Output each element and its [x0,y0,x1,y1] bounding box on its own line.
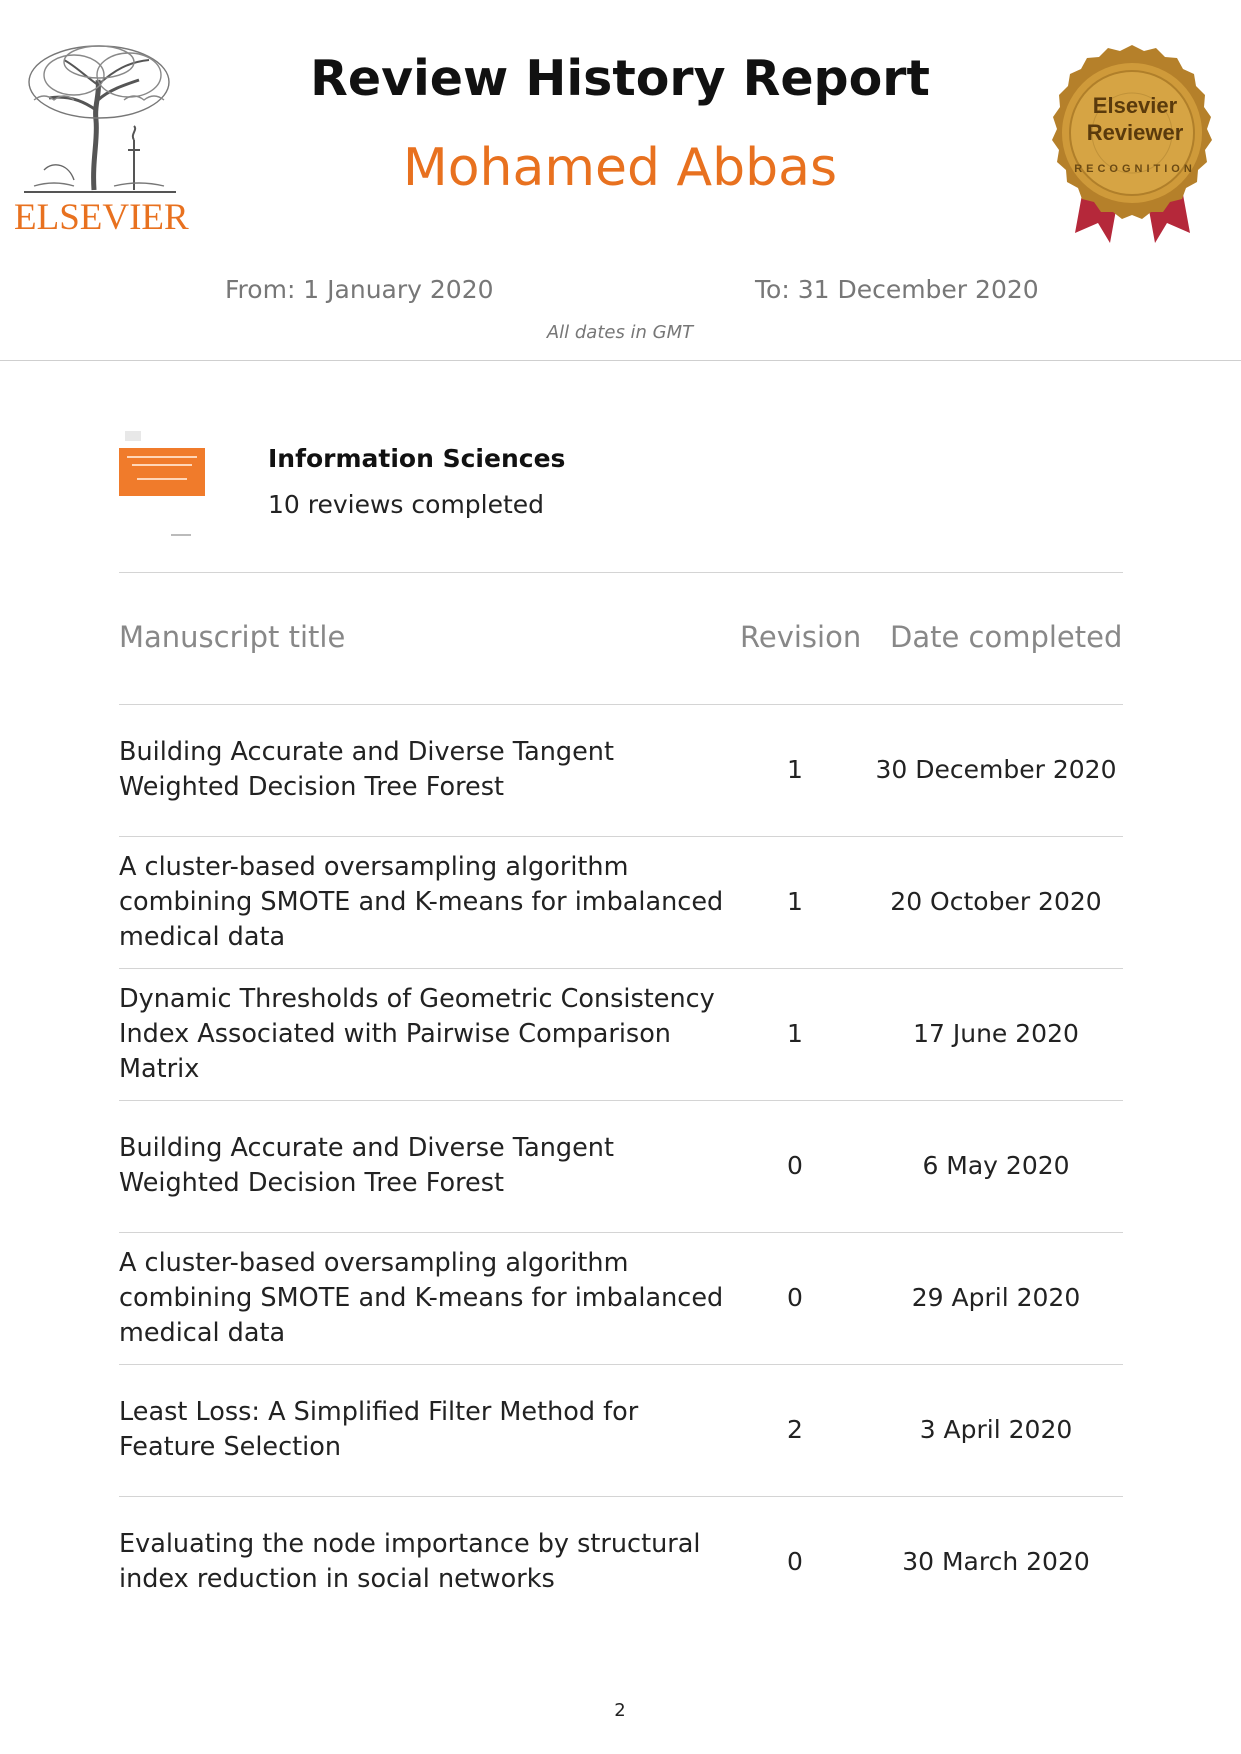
revision-number: 2 [787,1415,803,1444]
journal-cover-image [119,426,205,538]
manuscript-title-text: A cluster-based oversampling algorithm combining SMOTE and K-means for imbalanced medical data [119,1247,724,1348]
cover-line [137,478,187,480]
date-completed: 6 May 2020 [922,1151,1070,1180]
timezone-note: All dates in GMT [546,322,694,343]
revision-number: 1 [787,1019,803,1048]
elsevier-logo [14,40,189,240]
date-completed: 30 December 2020 [875,755,1117,784]
revision-number: 0 [787,1283,803,1312]
revision-number: 1 [787,887,803,916]
cover-line [132,464,192,466]
reviewer-name: Mohamed Abbas [402,138,838,198]
column-header-title: Manuscript title [119,620,346,654]
seal-line-2: Reviewer [1086,120,1184,145]
table-divider [119,572,1123,573]
date-completed: 29 April 2020 [911,1283,1081,1312]
date-completed: 3 April 2020 [919,1415,1073,1444]
cover-logo [125,431,141,441]
page-number: 2 [614,1700,626,1721]
seal-label [1060,92,1210,183]
header-divider [0,360,1241,361]
manuscript-title [119,836,729,968]
revision-number: 0 [787,1151,803,1180]
date-completed: 30 March 2020 [902,1547,1090,1576]
date-completed: 17 June 2020 [913,1019,1079,1048]
elsevier-wordmark: ELSEVIER [14,197,189,238]
manuscript-title [119,1496,729,1628]
revision-number: 0 [787,1547,803,1576]
column-header-date: Date completed [890,620,1123,654]
tree-icon [14,40,186,200]
manuscript-title-text: Dynamic Thresholds of Geometric Consistency Index Associated with Pairwise Comparison Matrix [119,983,715,1084]
date-completed: 20 October 2020 [890,887,1102,916]
reviews-completed-count: 10 reviews completed [268,490,545,519]
manuscript-title [119,1232,729,1364]
period-from: From: 1 January 2020 [225,275,494,304]
manuscript-title [119,704,729,836]
seal-line-1: Elsevier [1092,93,1178,118]
journal-name: Information Sciences [268,444,566,473]
manuscript-title-text: Building Accurate and Diverse Tangent Weighted Decision Tree Forest [119,1133,614,1198]
manuscript-title-text: Evaluating the node importance by structural index reduction in social networks [119,1529,701,1594]
cover-footer [171,534,191,536]
manuscript-title-text: Building Accurate and Diverse Tangent Weighted Decision Tree Forest [119,737,614,802]
seal-ribbon-text: RECOGNITION [1074,163,1196,175]
manuscript-title [119,1100,729,1232]
manuscript-title-text: Least Loss: A Simplified Filter Method for Feature Selection [119,1397,639,1462]
manuscript-title-text: A cluster-based oversampling algorithm combining SMOTE and K-means for imbalanced medical data [119,851,724,952]
period-to: To: 31 December 2020 [755,275,1039,304]
cover-line [127,456,197,458]
revision-number: 1 [787,755,803,784]
reviewer-recognition-seal [1040,38,1230,243]
column-header-revision: Revision [740,620,862,654]
manuscript-title [119,968,729,1100]
page-title: Review History Report [310,50,930,107]
manuscript-title [119,1364,729,1496]
